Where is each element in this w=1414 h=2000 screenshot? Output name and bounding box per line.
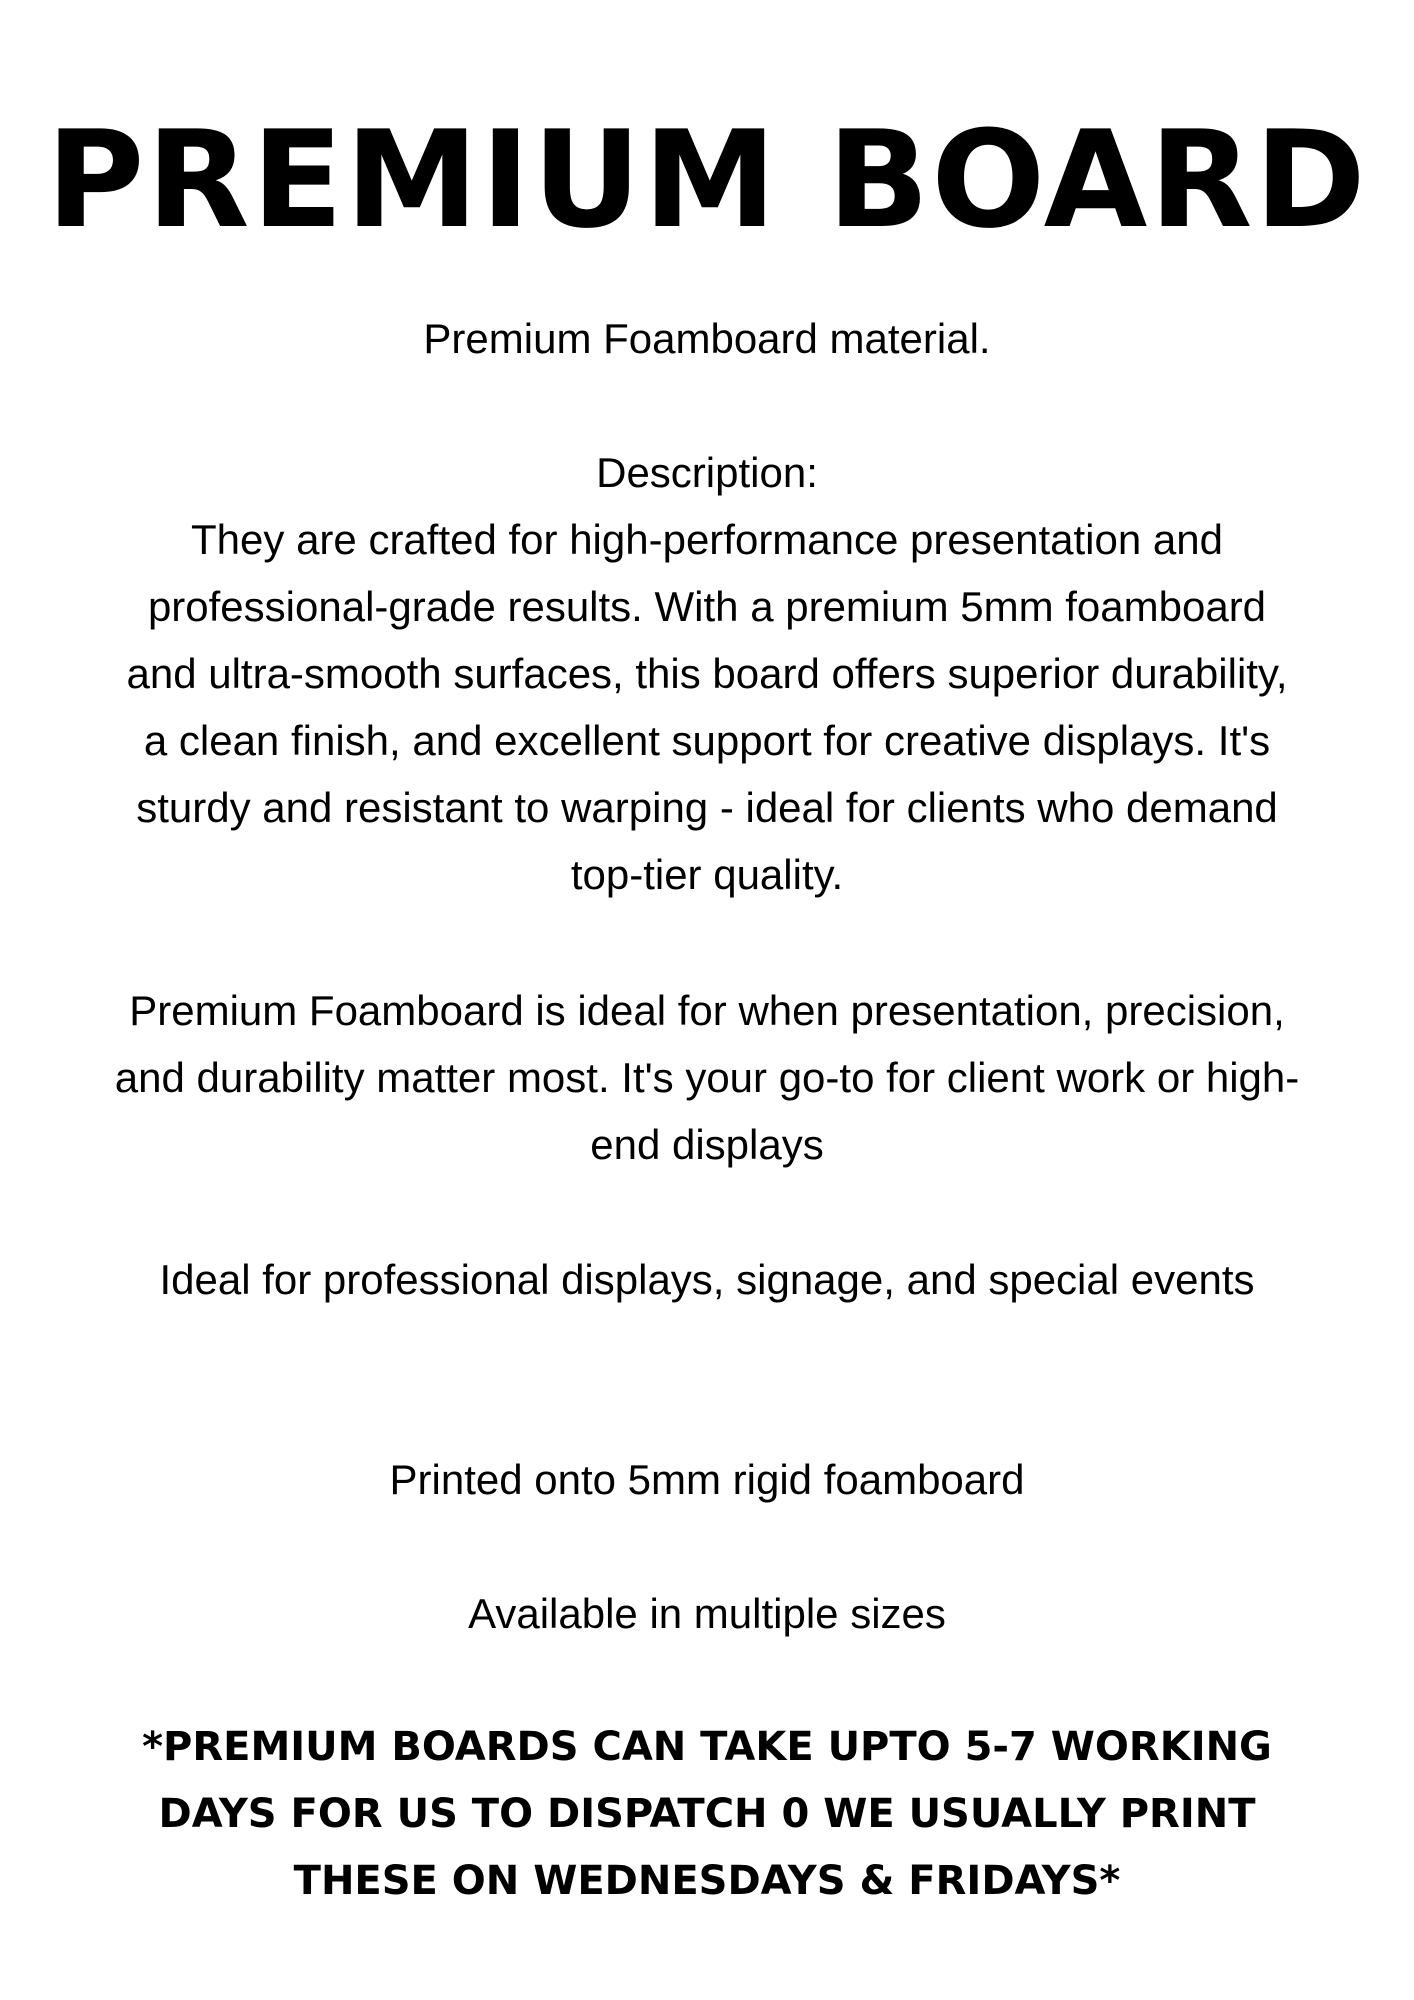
intro-text: Premium Foamboard material.: [423, 315, 991, 362]
sizes-text: Available in multiple sizes: [468, 1590, 946, 1637]
dispatch-notice: *PREMIUM BOARDS CAN TAKE UPTO 5-7 WORKING DAYS FOR US TO DISPATCH 0 WE USUALLY PRINT THESE ON WEDNESDAYS & FRIDAYS*: [142, 1724, 1272, 1904]
page-title: PREMIUM BOARD: [46, 102, 1368, 258]
uses-text: Ideal for professional displays, signage, and special events: [159, 1256, 1255, 1303]
printed-on-text: Printed onto 5mm rigid foamboard: [389, 1456, 1025, 1503]
description-label: Description:: [596, 449, 818, 496]
ideal-for-text: Premium Foamboard is ideal for when presentation, precision, and durability matter most. It's your go-to for client work or high-end displays: [114, 987, 1300, 1168]
description-text: They are crafted for high-performance presentation and professional-grade results. With a premium 5mm foamboard and ultra-smooth surfaces, this board offers superior durability, a clean finish, and excellent support for creative displays. It's sturdy and resistant to warping - ideal for clients who demand top-tier quality.: [126, 516, 1288, 898]
